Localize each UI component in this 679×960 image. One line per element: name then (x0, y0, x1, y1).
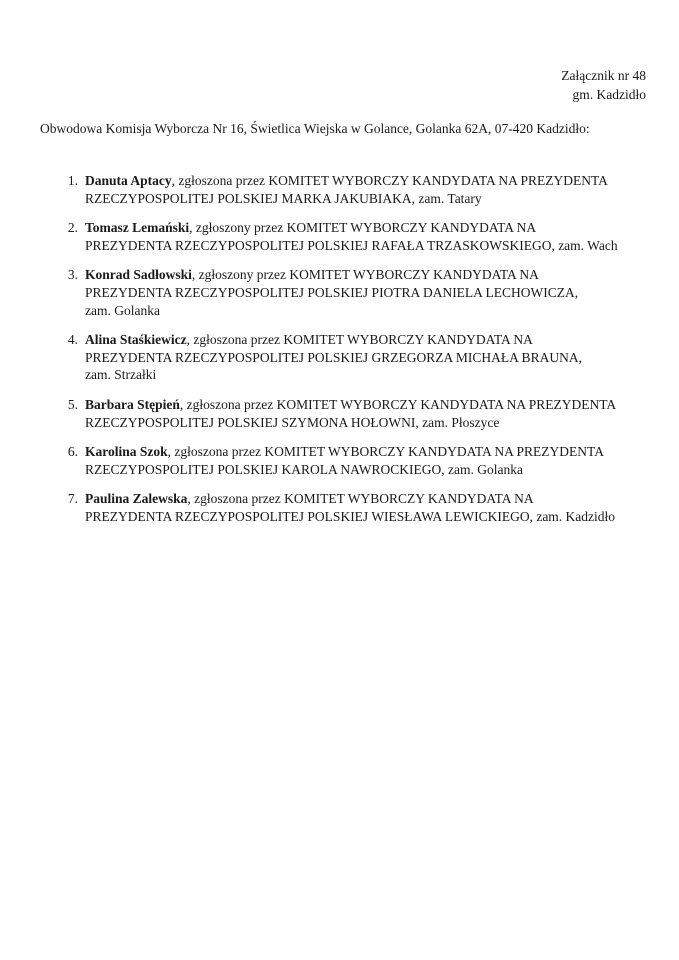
list-item-number: 5. (67, 396, 78, 412)
list-item-number: 2. (67, 220, 78, 236)
candidate-details-line-3: zam. Strzałki (85, 367, 157, 383)
list-item (58, 172, 651, 207)
list-item-body (85, 443, 651, 478)
candidate-details-line-1: , zgłoszona przez KOMITET WYBORCZY KANDYDATA NA PREZYDENTA (171, 173, 608, 188)
candidate-list (58, 172, 651, 526)
candidate-details-line-1: , zgłoszona przez KOMITET WYBORCZY KANDYDATA NA (186, 332, 533, 348)
candidate-details-line-1: , zgłoszony przez KOMITET WYBORCZY KANDYDATA NA (189, 220, 537, 236)
candidate-details-line-1: , zgłoszona przez KOMITET WYBORCZY KANDYDATA NA PREZYDENTA (179, 396, 617, 412)
candidate-details-line-2: PREZYDENTA RZECZYPOSPOLITEJ POLSKIEJ GRZEGORZA MICHAŁA BRAUNA, (85, 349, 582, 365)
list-item-body (85, 219, 651, 254)
document-header (561, 66, 646, 104)
list-item (58, 490, 651, 525)
list-item-number: 3. (67, 267, 78, 283)
list-item-body (85, 172, 651, 207)
candidate-details-line-1: , zgłoszona przez KOMITET WYBORCZY KANDYDATA NA PREZYDENTA (167, 444, 604, 460)
list-item-body (85, 266, 651, 319)
list-item-number: 1. (67, 173, 78, 188)
list-item-body (85, 331, 651, 384)
candidate-details-line-1: , zgłoszona przez KOMITET WYBORCZY KANDYDATA NA (187, 491, 534, 507)
candidate-name: Tomasz Lemański (85, 220, 190, 236)
list-item (58, 331, 651, 384)
candidate-name: Alina Staśkiewicz (85, 332, 187, 348)
list-item-body (85, 490, 651, 525)
candidate-details-line-1: , zgłoszony przez KOMITET WYBORCZY KANDYDATA NA (191, 267, 539, 283)
list-item-body (85, 396, 651, 431)
candidate-details-line-2: PREZYDENTA RZECZYPOSPOLITEJ POLSKIEJ RAFAŁA TRZASKOWSKIEGO, zam. Wach (85, 237, 618, 253)
list-item-number: 6. (67, 444, 78, 460)
candidate-details-line-2: PREZYDENTA RZECZYPOSPOLITEJ POLSKIEJ WIESŁAWA LEWICKIEGO, zam. Kadzidło (85, 508, 616, 524)
candidate-details-line-2: RZECZYPOSPOLITEJ POLSKIEJ KAROLA NAWROCKIEGO, zam. Golanka (85, 461, 524, 477)
attachment-number-label: Załącznik nr 48 (561, 68, 646, 83)
candidate-details-line-2: RZECZYPOSPOLITEJ POLSKIEJ MARKA JAKUBIAKA, zam. Tatary (85, 190, 482, 206)
candidate-name: Barbara Stępień (85, 396, 180, 412)
candidate-details-line-3: zam. Golanka (85, 302, 160, 318)
list-item (58, 396, 651, 431)
candidate-name: Konrad Sadłowski (85, 267, 192, 283)
list-item (58, 219, 651, 254)
candidate-details-line-2: RZECZYPOSPOLITEJ POLSKIEJ SZYMONA HOŁOWNI, zam. Płoszyce (85, 414, 500, 430)
candidate-name: Paulina Zalewska (85, 491, 188, 507)
municipality-label: gm. Kadzidło (572, 87, 646, 102)
candidate-name: Danuta Aptacy (85, 173, 172, 188)
candidate-details-line-2: PREZYDENTA RZECZYPOSPOLITEJ POLSKIEJ PIOTRA DANIELA LECHOWICZA, (85, 284, 579, 300)
candidate-name: Karolina Szok (85, 444, 168, 460)
list-item (58, 266, 651, 319)
commission-title: Obwodowa Komisja Wyborcza Nr 16, Świetlica Wiejska w Golance, Golanka 62A, 07-420 Kadzidło: (40, 121, 590, 136)
list-item (58, 443, 651, 478)
list-item-number: 4. (67, 332, 78, 348)
list-item-number: 7. (67, 491, 78, 507)
